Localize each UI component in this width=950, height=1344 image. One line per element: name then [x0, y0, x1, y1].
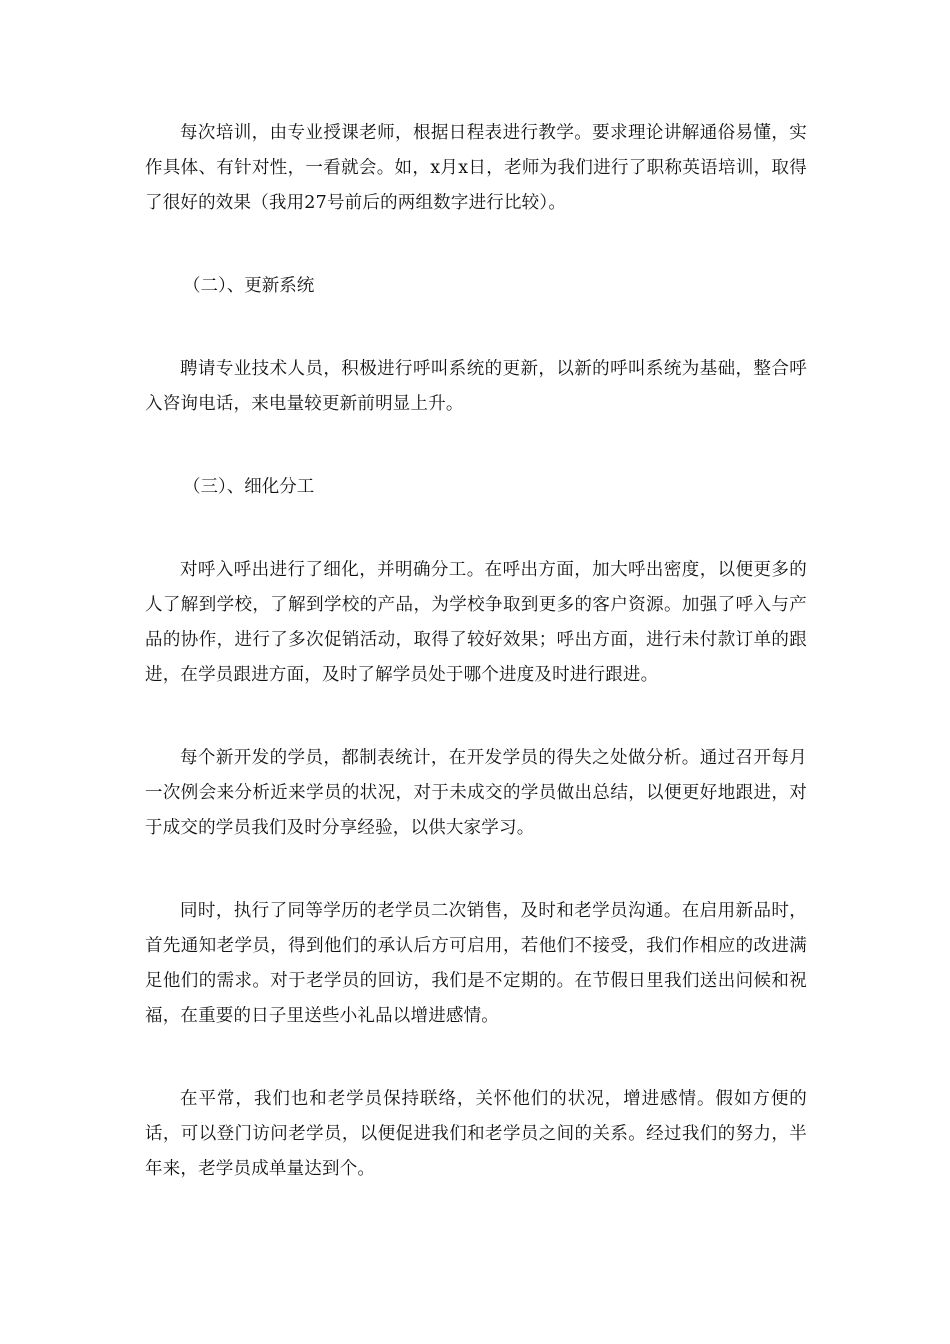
spacer — [145, 846, 807, 894]
paragraph-student-analysis: 每个新开发的学员，都制表统计，在开发学员的得失之处做分析。通过召开每月一次例会来分析近来学员的状况，对于未成交的学员做出总结，以便更好地跟进，对于成交的学员我们及时分享经验，以供大家学习。 — [145, 748, 807, 838]
spacer — [145, 693, 807, 741]
spacer — [145, 304, 807, 352]
spacer — [145, 505, 807, 553]
paragraph-alumni-relations: 在平常，我们也和老学员保持联络，关怀他们的状况，增进感情。假如方便的话，可以登门访问老学员，以便促进我们和老学员之间的关系。经过我们的努力，半年来，老学员成单量达到个。 — [145, 1089, 807, 1179]
spacer — [145, 221, 807, 269]
document-body — [145, 116, 807, 1187]
paragraph-system-update: 聘请专业技术人员，积极进行呼叫系统的更新，以新的呼叫系统为基础，整合呼入咨询电话，来电量较更新前明显上升。 — [145, 359, 807, 414]
paragraph-secondary-sales: 同时，执行了同等学历的老学员二次销售，及时和老学员沟通。在启用新品时，首先通知老学员，得到他们的承认后方可启用，若他们不接受，我们作相应的改进满足他们的需求。对于老学员的回访，我们是不定期的。在节假日里我们送出问候和祝福，在重要的日子里送些小礼品以增进感情。 — [145, 901, 807, 1026]
section-heading-division-of-labor: （三）、细化分工 — [183, 477, 315, 497]
spacer — [145, 1034, 807, 1082]
paragraph-inbound-outbound: 对呼入呼出进行了细化，并明确分工。在呼出方面，加大呼出密度，以便更多的人了解到学校，了解到学校的产品，为学校争取到更多的客户资源。加强了呼入与产品的协作，进行了多次促销活动，取得了较好效果；呼出方面，进行未付款订单的跟进，在学员跟进方面，及时了解学员处于哪个进度及时进行跟进。 — [145, 560, 807, 685]
section-heading-update-system: （二）、更新系统 — [183, 276, 315, 296]
paragraph-training: 每次培训，由专业授课老师，根据日程表进行教学。要求理论讲解通俗易懂，实作具体、有针对性，一看就会。如，x月x日，老师为我们进行了职称英语培训，取得了很好的效果（我用27号前后的两组数字进行比较）。 — [145, 123, 807, 213]
spacer — [145, 422, 807, 470]
